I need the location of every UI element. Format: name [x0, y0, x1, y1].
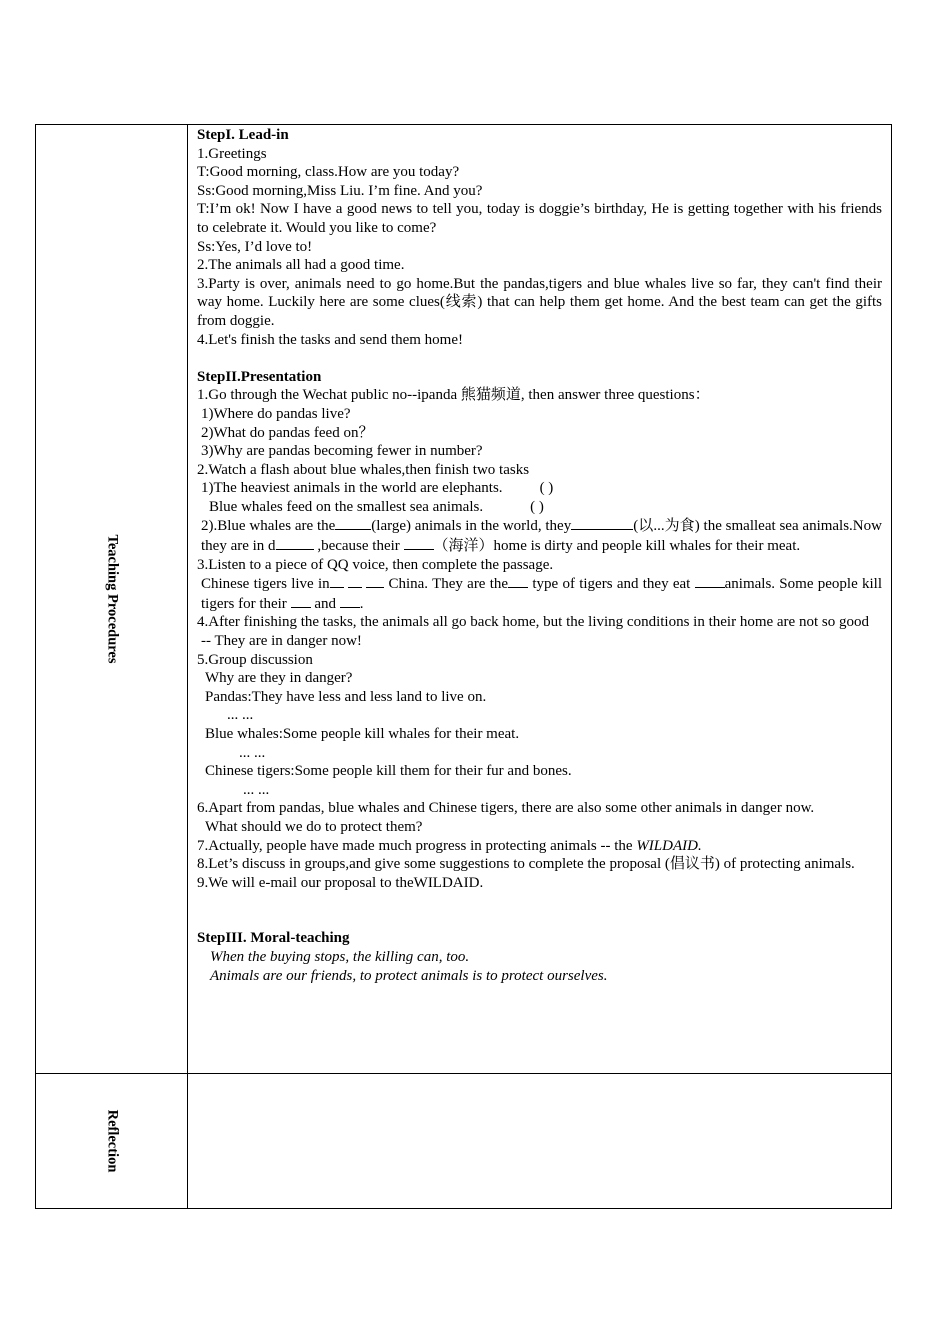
step2-line: 1.Go through the Wechat public no--ipanda 熊猫频道, then answer three questions： — [197, 387, 710, 404]
moral-sentence: Animals are our friends, to protect animals is to protect ourselves. — [210, 967, 608, 984]
discussion-line: Chinese tigers:Some people kill them for their fur and bones. — [205, 763, 572, 780]
step1-line: 4.Let's finish the tasks and send them home! — [197, 331, 463, 348]
step2-line: What should we do to protect them? — [205, 818, 423, 835]
discussion-line: Pandas:They have less and less land to live on. — [205, 688, 487, 705]
question: 2)What do pandas feed on？ — [201, 424, 374, 441]
answer-paren: ( ) — [530, 498, 544, 515]
answer-paren: ( ) — [539, 480, 554, 497]
true-false-item: 1)The heaviest animals in the world are elephants. ( ) — [201, 480, 554, 497]
ellipsis: ... ... — [227, 707, 254, 724]
fill-blank-item: 2).Blue whales are the (large) animals in the world, they (以...为食) the smalleat sea animals.Now they are in d ,because their （海洋）home is dirty and people kill whales for their meat. — [201, 518, 882, 555]
step1-line: Ss:Good morning,Miss Liu. I’m fine. And you? — [197, 182, 483, 199]
question: 1)Where do pandas live? — [201, 405, 351, 422]
discussion-line: Blue whales:Some people kill whales for their meat. — [205, 726, 520, 742]
fill-blank-item: Chinese tigers live in China. They are the type of tigers and they eat animals. Some people kill tigers for their and . — [201, 576, 883, 612]
step2-line: 3.Listen to a piece of QQ voice, then complete the passage. — [197, 556, 554, 573]
step2-title: StepII.Presentation — [197, 368, 322, 385]
procedures-label: Teaching Procedures — [104, 534, 120, 664]
reflection-content-cell[interactable] — [188, 1074, 892, 1209]
lesson-plan-table — [35, 124, 892, 1209]
step1-title: StepI. Lead-in — [197, 127, 289, 143]
step1-line: T:I’m ok! Now I have a good news to tell you, today is doggie’s birthday, He is getting together with his friends to celebrate it. Would you like to come? — [197, 201, 882, 236]
step1-line: 1.Greetings — [197, 145, 267, 162]
question: 3)Why are pandas becoming fewer in number? — [201, 443, 483, 460]
step2-line: 9.We will e-mail our proposal to theWILDAID. — [197, 874, 484, 891]
ellipsis: ... ... — [243, 781, 270, 798]
procedures-content — [188, 125, 891, 995]
step1-line: 2.The animals all had a good time. — [197, 257, 405, 274]
step2-line: 4.After finishing the tasks, the animals all go back home, but the living conditions in their home are not so good — [197, 614, 869, 631]
step2-line: 8.Let’s discuss in groups,and give some suggestions to complete the proposal (倡议书) of protecting animals. — [197, 856, 855, 873]
procedures-label-cell — [36, 125, 188, 1074]
step1-line: Ss:Yes, I’d love to! — [197, 238, 313, 255]
discussion-line: Why are they in danger? — [205, 670, 353, 687]
step2-line: 5.Group discussion — [197, 651, 313, 668]
true-false-item: Blue whales feed on the smallest sea animals. ( ) — [209, 498, 544, 515]
step1-line: T:Good morning, class.How are you today? — [197, 164, 460, 181]
moral-sentence: When the buying stops, the killing can, too. — [210, 948, 470, 965]
ellipsis: ... ... — [239, 744, 266, 761]
reflection-row — [36, 1074, 892, 1209]
step3-title: StepIII. Moral-teaching — [197, 930, 350, 947]
procedures-content-cell — [188, 125, 892, 1074]
step2-line: 7.Actually, people have made much progress in protecting animals -- the WILDAID. — [197, 837, 702, 854]
wildaid-emphasis: WILDAID. — [636, 837, 702, 854]
step1-line: 3.Party is over, animals need to go home.But the pandas,tigers and blue whales live so far, they can't find their way home. Luckily here are some clues(线索) that can help them get home. And the best team can get the gifts from doggie. — [197, 275, 882, 329]
step2-line: 2.Watch a flash about blue whales,then finish two tasks — [197, 461, 530, 478]
reflection-label-cell — [36, 1074, 188, 1209]
procedures-row — [36, 125, 892, 1074]
step2-line: -- They are in danger now! — [201, 633, 362, 650]
step2-line: 6.Apart from pandas, blue whales and Chinese tigers, there are also some other animals in danger now. — [197, 800, 815, 817]
reflection-label: Reflection — [104, 1109, 120, 1173]
